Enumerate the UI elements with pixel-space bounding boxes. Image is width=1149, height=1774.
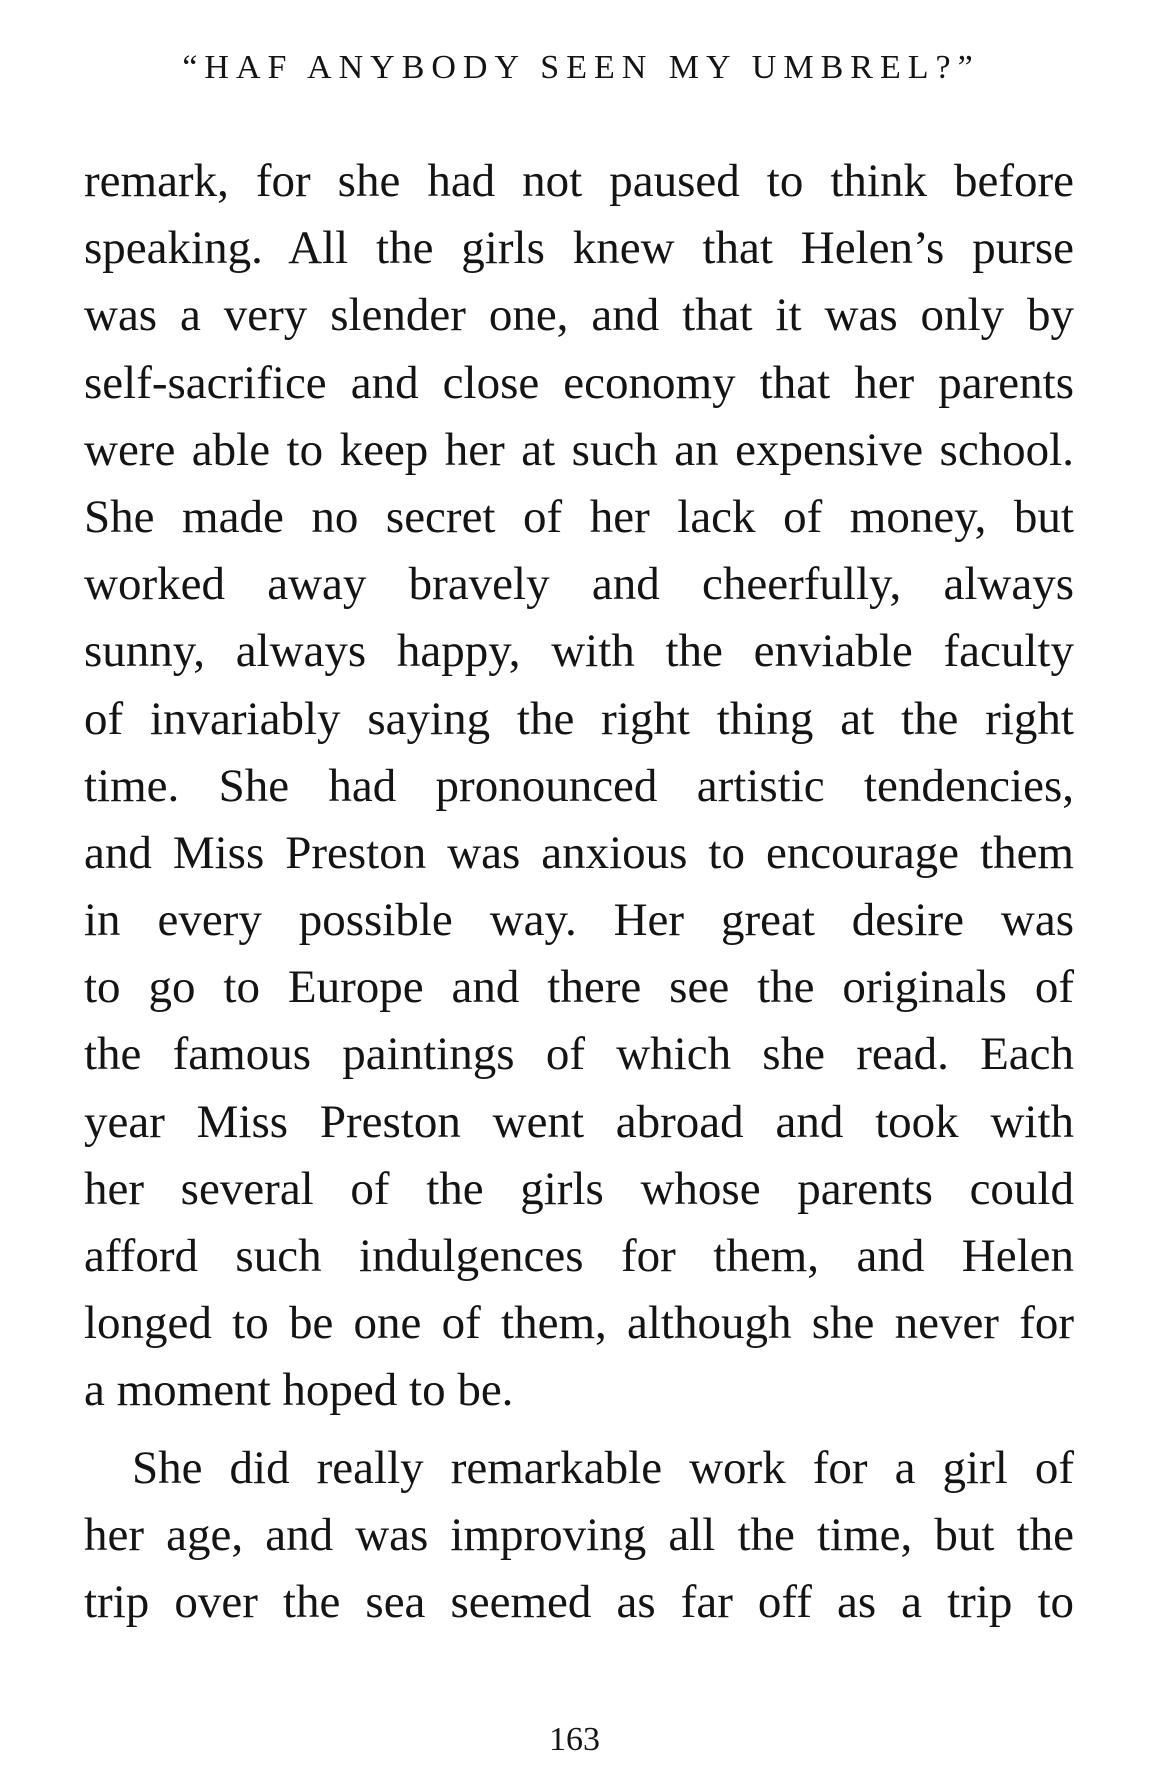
text-line: were able to keep her at such an expensive school. — [84, 423, 1074, 476]
text-line: time. She had pronounced artistic tendencies, — [84, 759, 1074, 812]
text-line: worked away bravely and cheerfully, always — [84, 558, 1074, 611]
running-head: “HAF ANYBODY SEEN MY UMBREL?” — [182, 49, 980, 86]
text-line: of invariably saying the right thing at the right — [84, 692, 1074, 745]
text-line: trip over the sea seemed as far off as a trip to — [84, 1575, 1074, 1628]
text-line: and Miss Preston was anxious to encourage them — [84, 826, 1074, 879]
paragraph-2 — [84, 1435, 1074, 1637]
page-number: 163 — [549, 1721, 600, 1758]
text-line: afford such indulgences for them, and Helen — [84, 1230, 1074, 1282]
text-line: to go to Europe and there see the originals of — [84, 961, 1074, 1014]
text-line: was a very slender one, and that it was only by — [84, 289, 1074, 342]
paragraph-gap — [84, 1425, 1074, 1435]
text-line: speaking. All the girls knew that Helen’s purse — [84, 222, 1074, 275]
text-line: her age, and was improving all the time, but the — [84, 1508, 1074, 1561]
paragraph-1 — [84, 148, 1074, 1425]
text-line: her several of the girls whose parents could — [84, 1162, 1074, 1215]
text-line: longed to be one of them, although she never for — [84, 1297, 1074, 1350]
text-line: a moment hoped to be. — [84, 1364, 514, 1417]
text-line: She made no secret of her lack of money, but — [84, 490, 1074, 543]
text-line: sunny, always happy, with the enviable faculty — [84, 625, 1074, 678]
text-line: the famous paintings of which she read. Each — [84, 1028, 1074, 1081]
body-text — [84, 148, 1074, 1636]
text-line: year Miss Preston went abroad and took with — [84, 1095, 1074, 1148]
text-line: remark, for she had not paused to think before — [84, 155, 1074, 207]
text-line: self-sacrifice and close economy that her parents — [84, 356, 1074, 409]
text-line: She did really remarkable work for a girl of — [132, 1441, 1074, 1494]
text-line: in every possible way. Her great desire was — [84, 894, 1074, 947]
